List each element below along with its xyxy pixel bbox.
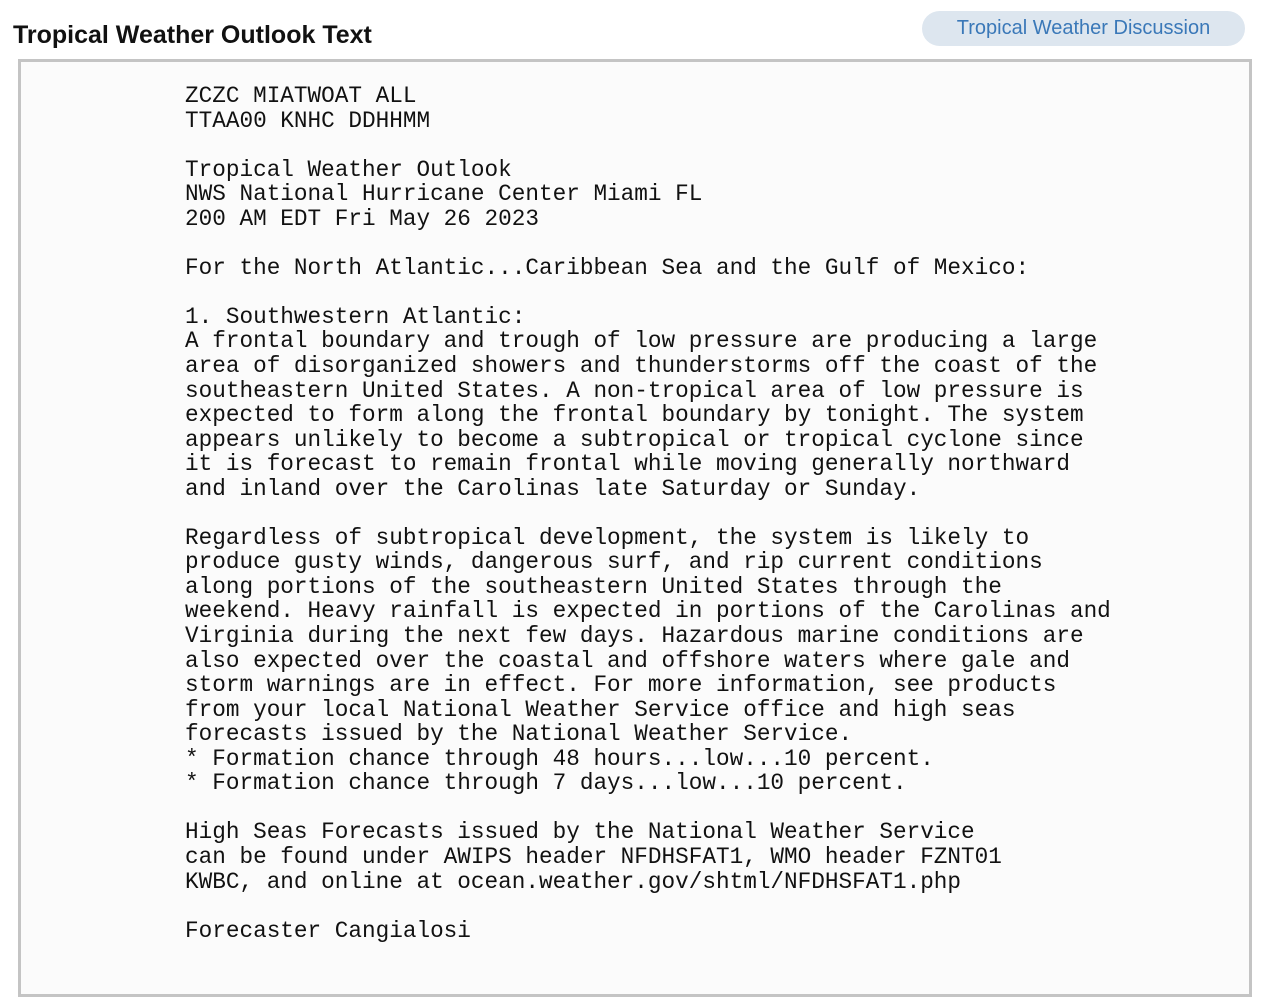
- product-text-line: along portions of the southeastern United States through the: [185, 573, 1002, 600]
- product-text-line: TTAA00 KNHC DDHHMM: [185, 107, 431, 134]
- outlook-product-text: [185, 84, 1111, 943]
- product-text-line: A frontal boundary and trough of low pressure are producing a large: [185, 328, 1098, 355]
- product-text-line: and inland over the Carolinas late Saturday or Sunday.: [185, 475, 921, 502]
- product-text-line: Virginia during the next few days. Hazardous marine conditions are: [185, 623, 1084, 650]
- product-text-line: High Seas Forecasts issued by the National Weather Service: [185, 819, 975, 846]
- product-text-line: produce gusty winds, dangerous surf, and rip current conditions: [185, 549, 1043, 576]
- product-text-line: forecasts issued by the National Weather Service.: [185, 721, 853, 748]
- product-text-line: from your local National Weather Service office and high seas: [185, 696, 1016, 723]
- outlook-text-panel: [18, 59, 1252, 997]
- product-text-line: NWS National Hurricane Center Miami FL: [185, 181, 703, 208]
- product-text-line: Forecaster Cangialosi: [185, 917, 471, 944]
- product-text-line: southeastern United States. A non-tropical area of low pressure is: [185, 377, 1084, 404]
- product-text-line: expected to form along the frontal boundary by tonight. The system: [185, 402, 1084, 429]
- product-text-line: Tropical Weather Outlook: [185, 156, 512, 183]
- product-text-line: also expected over the coastal and offshore waters where gale and: [185, 647, 1070, 674]
- product-text-line: KWBC, and online at ocean.weather.gov/shtml/NFDHSFAT1.php: [185, 868, 962, 895]
- product-text-line: Regardless of subtropical development, the system is likely to: [185, 524, 1030, 551]
- product-text-line: it is forecast to remain frontal while moving generally northward: [185, 451, 1070, 478]
- product-text-line: area of disorganized showers and thunderstorms off the coast of the: [185, 353, 1098, 380]
- product-text-line: 1. Southwestern Atlantic:: [185, 303, 526, 330]
- product-text-line: storm warnings are in effect. For more information, see products: [185, 672, 1057, 699]
- product-text-line: weekend. Heavy rainfall is expected in portions of the Carolinas and: [185, 598, 1111, 625]
- product-text-line: appears unlikely to become a subtropical or tropical cyclone since: [185, 426, 1084, 453]
- tropical-weather-discussion-button[interactable]: Tropical Weather Discussion: [922, 11, 1245, 46]
- product-text-line: ZCZC MIATWOAT ALL: [185, 83, 417, 109]
- product-text-line: For the North Atlantic...Caribbean Sea and the Gulf of Mexico:: [185, 254, 1030, 281]
- product-text-line: * Formation chance through 48 hours...low...10 percent.: [185, 745, 934, 772]
- product-text-line: * Formation chance through 7 days...low...10 percent.: [185, 770, 907, 797]
- product-text-line: 200 AM EDT Fri May 26 2023: [185, 205, 539, 232]
- page-title: Tropical Weather Outlook Text: [13, 21, 372, 49]
- product-text-line: can be found under AWIPS header NFDHSFAT1, WMO header FZNT01: [185, 843, 1002, 870]
